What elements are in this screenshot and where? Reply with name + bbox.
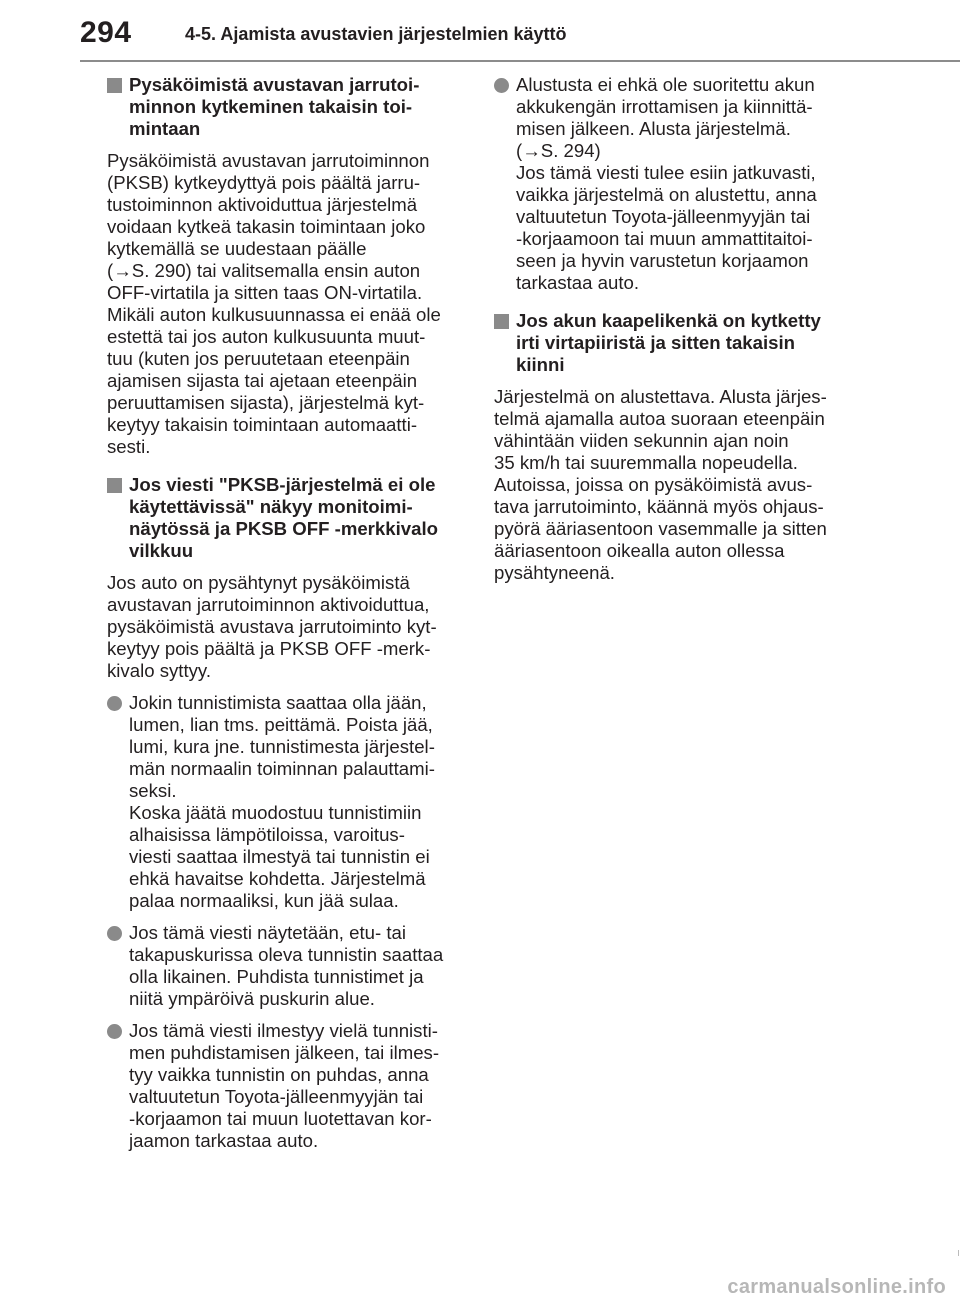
heading-pksb-unavailable [107, 474, 467, 562]
heading-pksb-reenable [107, 74, 467, 140]
section-title: 4-5. Ajamista avustavien järjestelmien käyttö [185, 24, 567, 44]
round-bullet-icon [107, 1024, 122, 1039]
page-header [0, 0, 960, 64]
round-bullet-icon [107, 696, 122, 711]
page-number: 294 [80, 16, 132, 49]
list-item-text: Jokin tunnistimista saattaa olla jään, lumen, lian tms. peittämä. Poista jää, lumi, kura jne. tunnistimesta järjestel- män normaalin toiminnan palauttami- seksi. Koska jäätä muodostuu tunnistimiin alhaisissa lämpötiloissa, varoitus- viesti saattaa ilmestyä tai tunnistin ei ehkä havaitse kohdetta. Järjestelmä palaa normaaliksi, kun jää sulaa. [129, 692, 435, 911]
edge-mark [958, 1250, 959, 1256]
list-item-text: Jos tämä viesti ilmestyy vielä tunnisti- men puhdistamisen jälkeen, tai ilmes- tyy vaikka tunnistin on puhdas, anna valtuutetun Toyota-jälleenmyyjän tai -korjaamon tai muun luotettavan kor- jaamon tarkastaa auto. [129, 1020, 440, 1151]
square-bullet-icon [107, 78, 122, 93]
watermark: carmanualsonline.info [727, 1276, 946, 1298]
heading-text: Jos akun kaapelikenkä on kytketty irti virtapiiristä ja sitten takaisin kiinni [516, 310, 821, 375]
round-bullet-icon [494, 78, 509, 93]
list-item [494, 74, 854, 294]
header-rule [80, 60, 960, 62]
left-column [107, 74, 467, 1162]
round-bullet-icon [107, 926, 122, 941]
list-item [107, 692, 467, 912]
heading-battery-reconnect [494, 310, 854, 376]
paragraph-pksb-unavailable: Jos auto on pysähtynyt pysäköimistä avustavan jarrutoiminnon aktivoiduttua, pysäköimistä avustava jarrutoiminto kyt- keytyy pois päältä ja PKSB OFF -merk- kivalo syttyy. [107, 572, 437, 681]
square-bullet-icon [494, 314, 509, 329]
list-item-text: Jos tämä viesti näytetään, etu- tai takapuskurissa oleva tunnistin saattaa olla likainen. Puhdista tunnistimet ja niitä ympäröivä puskurin alue. [129, 922, 444, 1009]
paragraph-battery-reconnect: Järjestelmä on alustettava. Alusta järjes- telmä ajamalla autoa suoraan eteenpäin vähintään viiden sekunnin ajan noin 35 km/h tai suuremmalla nopeudella. Autoissa, joissa on pysäköimistä avus- tava jarrutoiminto, käännä myös ohjaus- pyörä ääriasentoon vasemmalle ja sitten ääriasentoon oikealla auton ollessa pysähtyneenä. [494, 386, 827, 583]
list-item-text: Alustusta ei ehkä ole suoritettu akun akkukengän irrottamisen ja kiinnittä- misen jälkeen. Alusta järjestelmä. (→S. 294) Jos tämä viesti tulee esiin jatkuvasti, vaikka järjestelmä on alustettu, anna valtuutetun Toyota-jälleenmyyjän tai -korjaamoon tai muun ammattitaitoi- seen ja hyvin varustetun korjaamon tarkastaa auto. [516, 74, 817, 293]
square-bullet-icon [107, 478, 122, 493]
list-item [107, 922, 467, 1010]
paragraph-pksb-reenable: Pysäköimistä avustavan jarrutoiminnon (PKSB) kytkeydyttyä pois päältä jarru- tustoiminnon aktivoiduttua järjestelmä voidaan kytkeä takasin toimintaan joko kytkemällä se uudestaan päälle (→S. 290) tai valitsemalla ensin auton OFF-virtatila ja sitten taas ON-virtatila. Mikäli auton kulkusuunnassa ei enää ole estettä tai jos auton kulkusuunta muut- tuu (kuten jos peruutetaan eteenpäin ajamisen sijasta tai ajetaan eteenpäin peruuttamisen sijasta), järjestelmä kyt- keytyy takaisin toimintaan automaatti- sesti. [107, 150, 441, 457]
heading-text: Pysäköimistä avustavan jarrutoi- minnon kytkeminen takaisin toi- mintaan [129, 74, 420, 139]
right-column [494, 74, 854, 594]
heading-text: Jos viesti "PKSB-järjestelmä ei ole käytettävissä" näkyy monitoimi- näytössä ja PKSB OFF -merkkivalo vilkkuu [129, 474, 438, 561]
list-item [107, 1020, 467, 1152]
